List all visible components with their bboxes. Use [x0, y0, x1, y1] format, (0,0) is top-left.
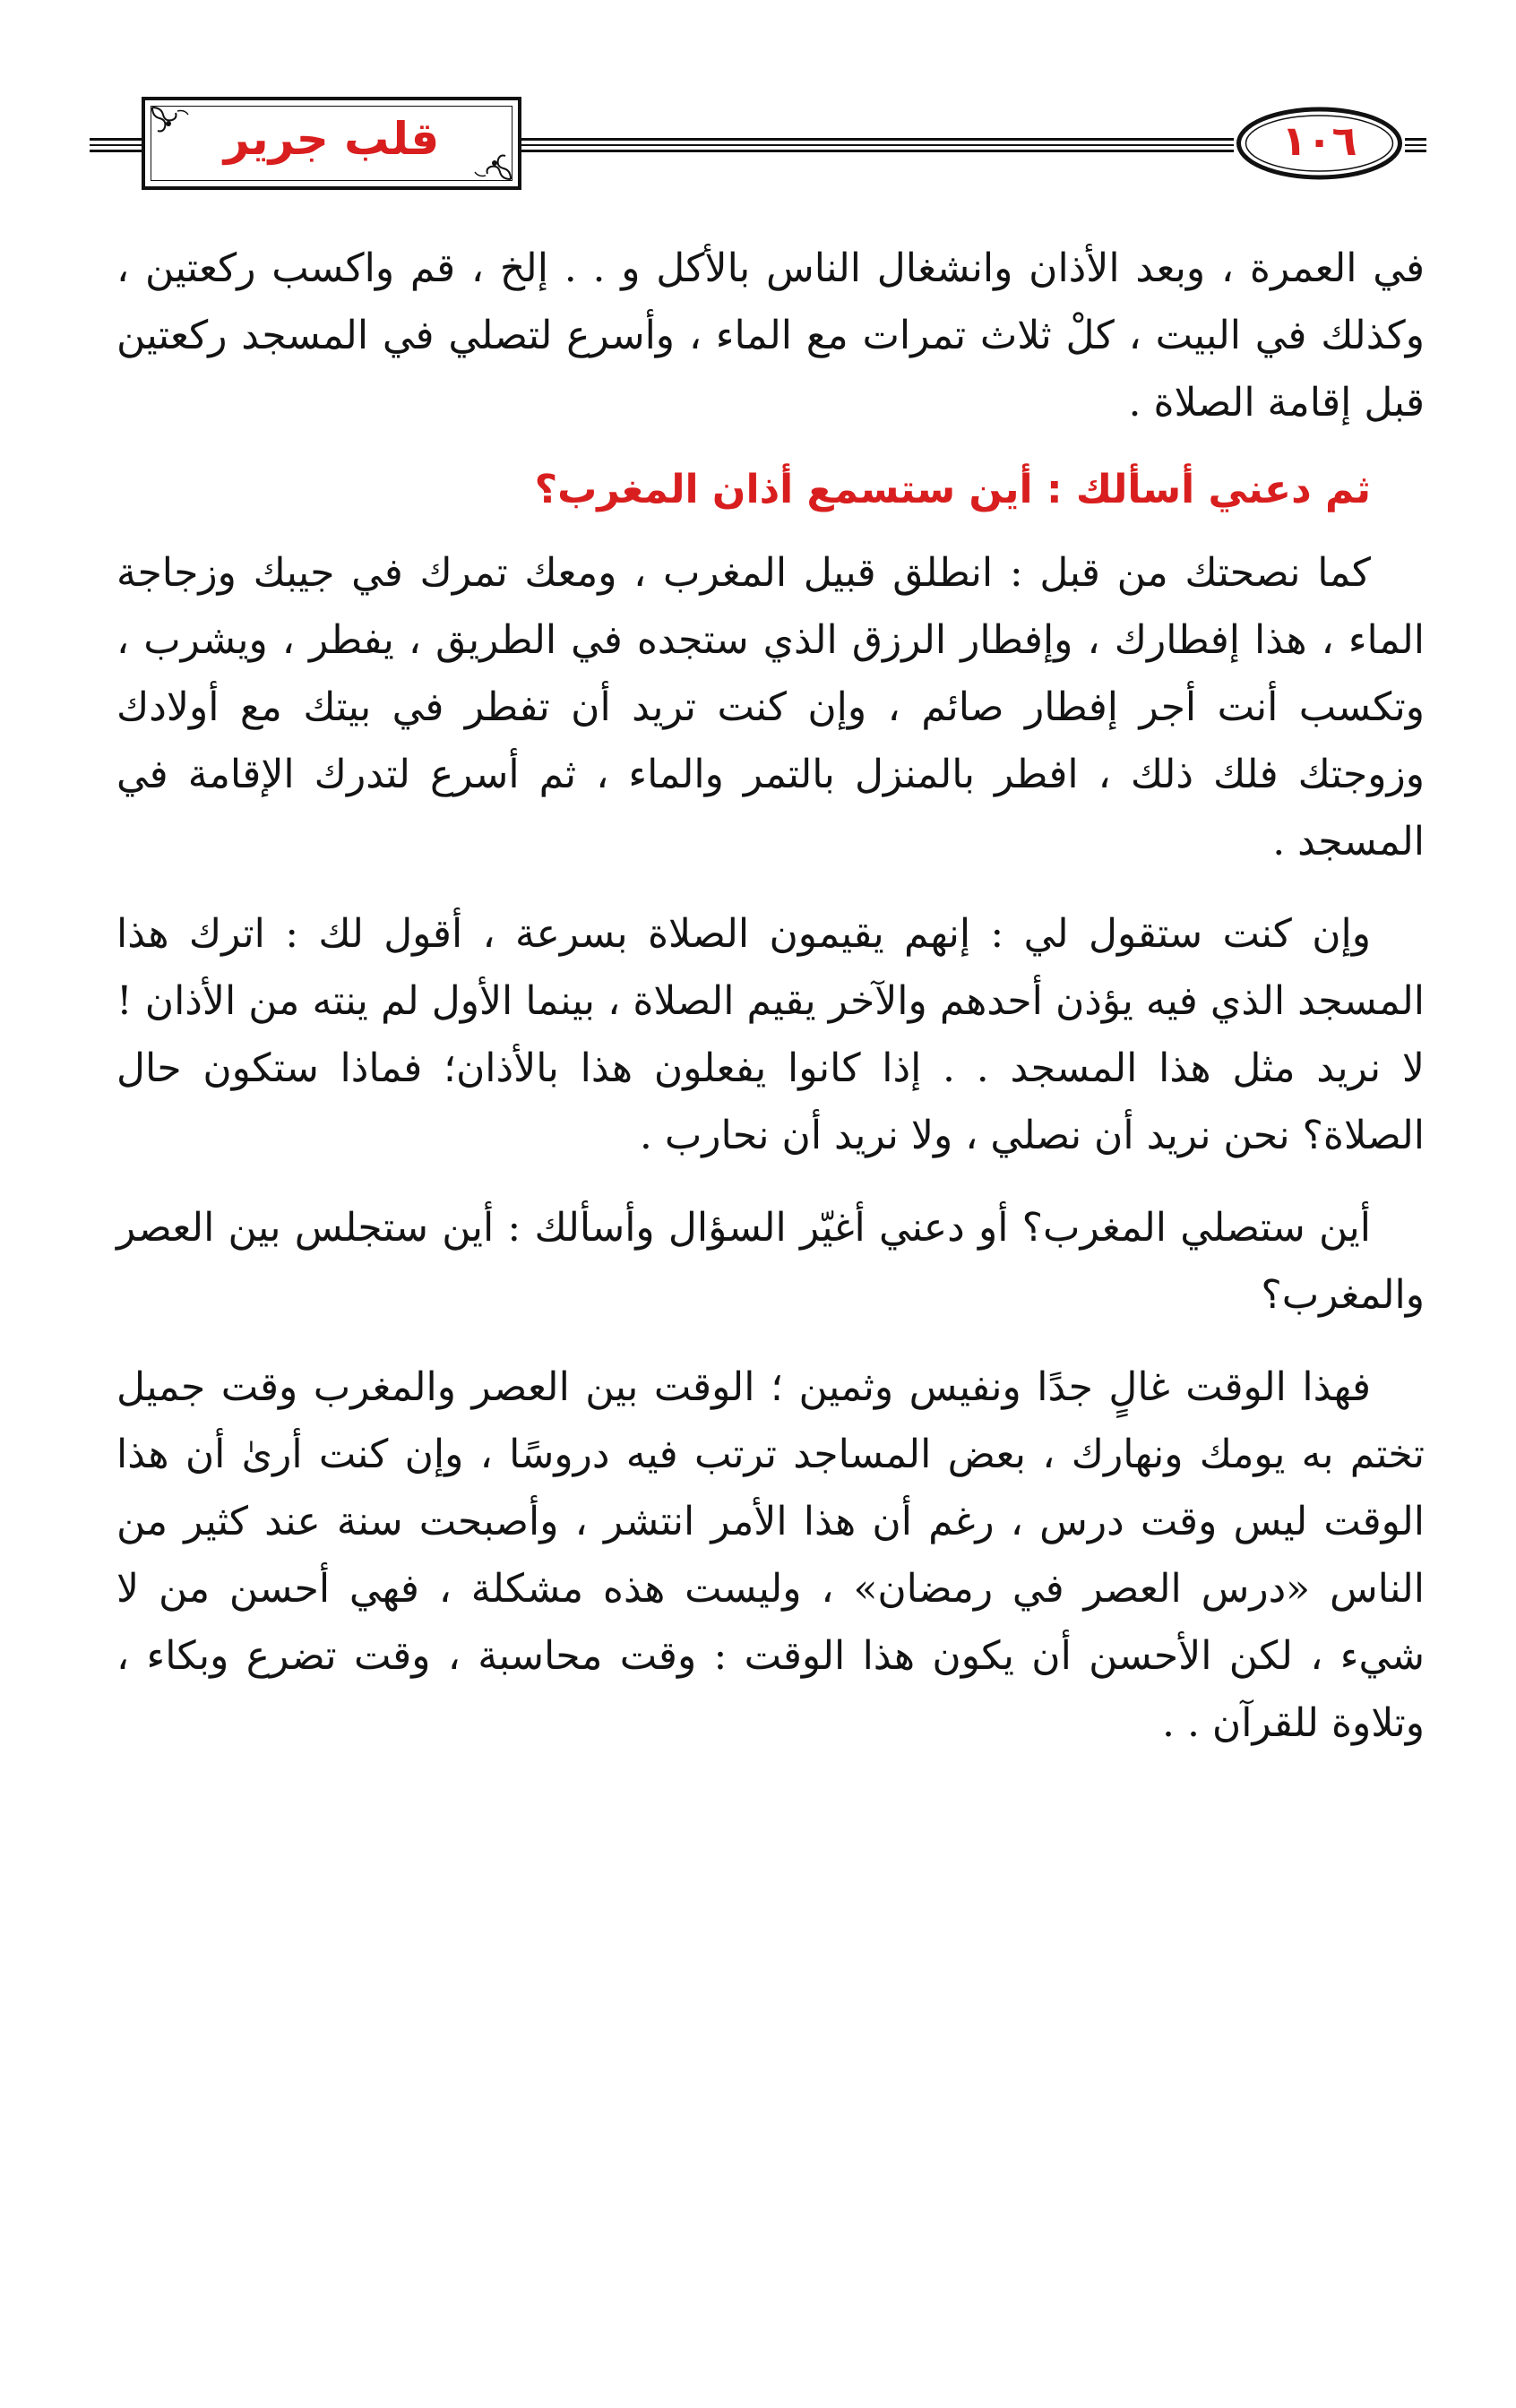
- paragraph: أين ستصلي المغرب؟ أو دعني أغيّر السؤال وأسألك : أين ستجلس بين العصر والمغرب؟: [116, 1205, 1425, 1318]
- page-header: [90, 97, 1426, 195]
- paragraph: فهذا الوقت غالٍ جدًا ونفيس وثمين ؛ الوقت بين العصر والمغرب وقت جميل تختم به يومك ونهارك ، بعض المساجد ترتب فيه دروسًا ، وإن كنت أرىٰ أن هذا الوقت ليس وقت درس ، رغم أن هذا الأمر انتشر ، وأصبحت سنة عند كثير من الناس «درس العصر في رمضان» ، وليست هذه مشكلة ، فهي أحسن من لا شيء ، لكن الأحسن أن يكون هذا الوقت : وقت محاسبة ، وقت تضرع وبكاء ، وتلاوة للقرآن . .: [116, 1364, 1425, 1746]
- header-rule-left: [90, 138, 142, 152]
- book-title: قلب جرير: [223, 113, 440, 165]
- section-heading: ثم دعني أسألك : أين ستسمع أذان المغرب؟: [534, 467, 1371, 512]
- paragraph: كما نصحتك من قبل : انطلق قبيل المغرب ، ومعك تمرك في جيبك وزجاجة الماء ، هذا إفطارك ، وإفطار الرزق الذي ستجده في الطريق ، يفطر ، ويشرب ، وتكسب أنت أجر إفطار صائم ، وإن كنت تريد أن تفطر في بيتك مع أولادك وزوجتك فلك ذلك ، افطر بالمنزل بالتمر والماء ، ثم أسرع لتدرك الإقامة في المسجد .: [116, 550, 1425, 864]
- page-body: [116, 235, 1425, 1757]
- header-rule-middle: [521, 138, 1234, 152]
- header-rule-right: [1405, 138, 1426, 152]
- paragraph: وإن كنت ستقول لي : إنهم يقيمون الصلاة بسرعة ، أقول لك : اترك هذا المسجد الذي فيه يؤذن أحدهم والآخر يقيم الصلاة ، بينما الأول لم ينته من الأذان ! لا نريد مثل هذا المسجد . . إذا كانوا يفعلون هذا بالأذان؛ فماذا ستكون حال الصلاة؟ نحن نريد أن نصلي ، ولا نريد أن نحارب .: [116, 911, 1425, 1158]
- paragraph: في العمرة ، وبعد الأذان وانشغال الناس بالأكل و . . إلخ ، قم واكسب ركعتين ، وكذلك في البيت ، كلْ ثلاث تمرات مع الماء ، وأسرع لتصلي في المسجد ركعتين قبل إقامة الصلاة .: [116, 245, 1426, 426]
- page-number: ١٠٦: [1281, 116, 1357, 165]
- book-title-box: [142, 97, 521, 190]
- page-number-badge: [1234, 104, 1405, 183]
